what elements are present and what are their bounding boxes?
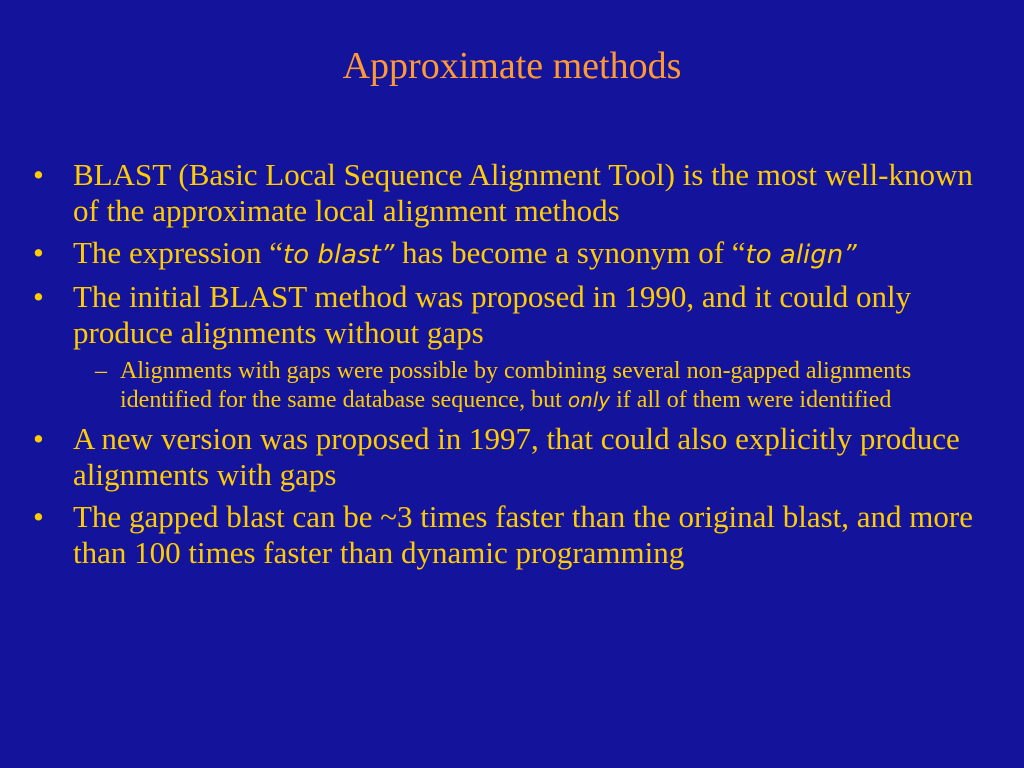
bullet-item-to-blast-synonym: [30, 235, 990, 273]
slide-title: Approximate methods: [342, 45, 682, 87]
bullet-icon: •: [33, 279, 44, 314]
bullet-item-blast-definition: [30, 157, 990, 229]
bullet-list: [30, 157, 990, 577]
sub-bullet-text-part: Alignments with gaps were possible by combining several non-gapped alignments identified for the same database sequence, but: [120, 358, 912, 413]
bullet-icon: •: [33, 157, 44, 192]
sub-bullet-text-part: if all of them were identified: [610, 387, 892, 413]
bullet-text: A new version was proposed in 1997, that could also explicitly produce alignments with gaps: [73, 421, 960, 492]
bullet-icon: •: [33, 421, 44, 456]
bullet-icon: •: [33, 235, 44, 270]
bullet-text-part: has become a synonym of “: [394, 235, 746, 270]
bullet-text: The initial BLAST method was proposed in 1990, and it could only produce alignments without gaps: [73, 279, 912, 350]
emphasis-text: to align”: [745, 240, 857, 270]
bullet-item-gapped-blast-speed: [30, 499, 990, 571]
bullet-item-initial-blast-1990: [30, 279, 990, 351]
bullet-text: The gapped blast can be ~3 times faster than the original blast, and more than 100 times faster than dynamic programming: [73, 499, 973, 570]
emphasis-text: to blast”: [283, 240, 395, 270]
bullet-item-new-version-1997: [30, 421, 990, 493]
sub-bullet-item-gapped-combination: [75, 357, 940, 415]
bullet-text-part: The expression “: [73, 235, 284, 270]
dash-icon: –: [95, 358, 107, 384]
bullet-icon: •: [33, 499, 44, 534]
emphasis-text: only: [567, 388, 611, 412]
bullet-text: BLAST (Basic Local Sequence Alignment Tool) is the most well-known of the approximate local alignment methods: [73, 157, 973, 228]
